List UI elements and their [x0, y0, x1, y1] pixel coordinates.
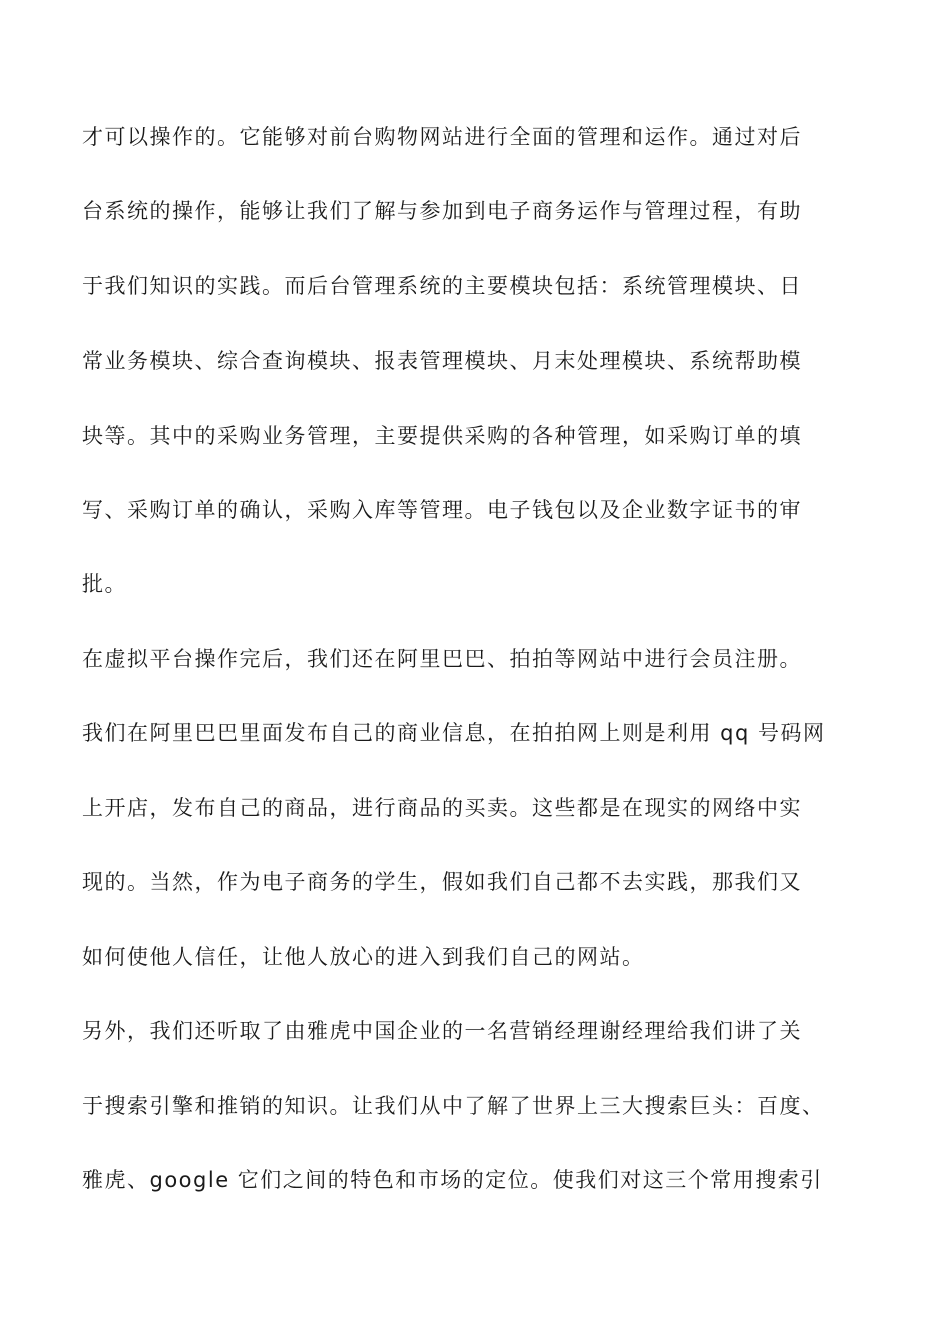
text-line: 于搜索引擎和推销的知识。让我们从中了解了世界上三大搜索巨头：百度、 [82, 1094, 825, 1118]
text-line: 块等。其中的采购业务管理，主要提供采购的各种管理，如采购订单的填 [82, 424, 802, 448]
text-line: 我们在阿里巴巴里面发布自己的商业信息，在拍拍网上则是利用 qq 号码网 [82, 721, 826, 745]
text-line: 才可以操作的。它能够对前台购物网站进行全面的管理和运作。通过对后 [82, 125, 802, 149]
text-line: 雅虎、google 它们之间的特色和市场的定位。使我们对这三个常用搜索引 [82, 1168, 823, 1192]
text-line: 写、采购订单的确认，采购入库等管理。电子钱包以及企业数字证书的审 [82, 498, 802, 522]
text-line: 常业务模块、综合查询模块、报表管理模块、月末处理模块、系统帮助模 [82, 349, 802, 373]
text-line: 现的。当然，作为电子商务的学生，假如我们自己都不去实践，那我们又 [82, 870, 802, 894]
text-line: 批。 [82, 572, 127, 596]
text-line: 如何使他人信任，让他人放心的进入到我们自己的网站。 [82, 945, 645, 969]
paragraph-start-line: 在虚拟平台操作完后，我们还在阿里巴巴、拍拍等网站中进行会员注册。 [82, 647, 802, 671]
text-line: 台系统的操作，能够让我们了解与参加到电子商务运作与管理过程，有助 [82, 199, 802, 223]
text-line: 上开店，发布自己的商品，进行商品的买卖。这些都是在现实的网络中实 [82, 796, 802, 820]
paragraph-start-line: 另外，我们还听取了由雅虎中国企业的一名营销经理谢经理给我们讲了关 [82, 1019, 802, 1043]
text-line: 于我们知识的实践。而后台管理系统的主要模块包括：系统管理模块、日 [82, 274, 802, 298]
